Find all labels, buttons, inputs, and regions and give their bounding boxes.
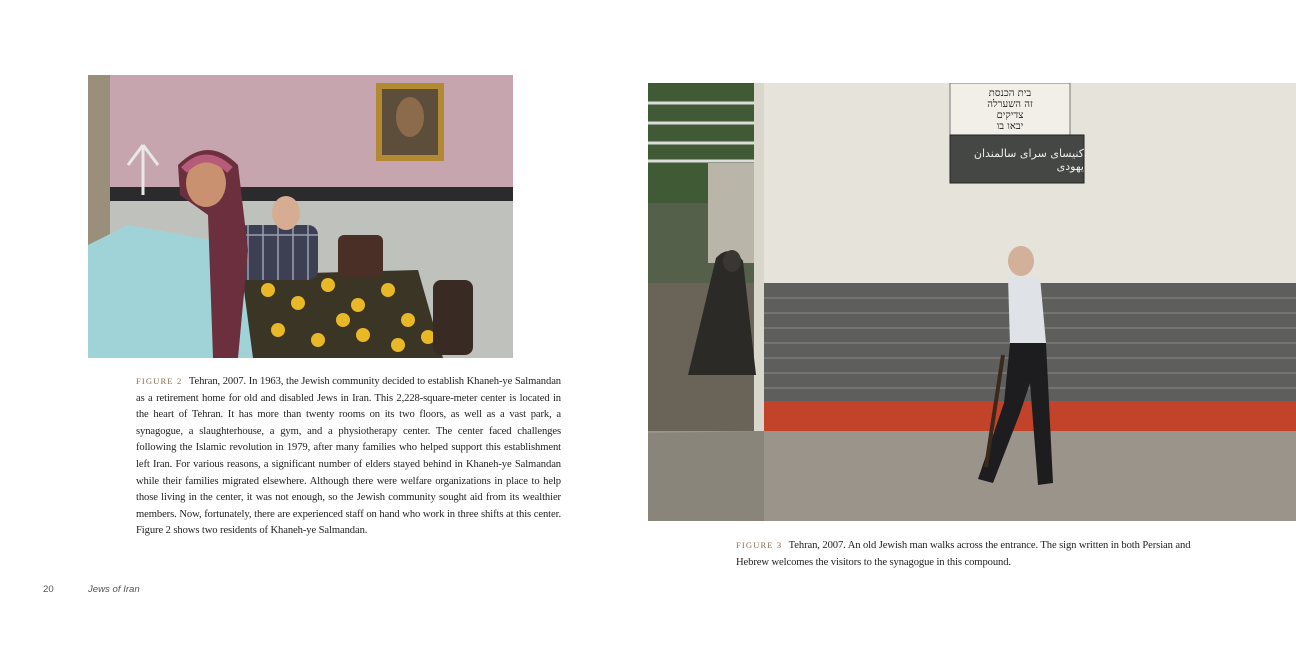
running-head: Jews of Iran (88, 584, 140, 595)
persian-sign-text: کنیسای سرای سالمندان یهودی (973, 147, 1084, 173)
figure-3-label: FIGURE 3 (736, 540, 783, 550)
hebrew-sign-line-4: יבאו בו (996, 121, 1024, 132)
hebrew-sign (950, 84, 1070, 136)
hebrew-sign-line-2: זה השערלה (987, 99, 1033, 110)
figure-3-caption (736, 537, 1206, 571)
figure-2-photo (88, 75, 513, 358)
page-number: 20 (43, 584, 54, 595)
figure-2-caption (136, 373, 561, 540)
figure-2-caption-text: Tehran, 2007. In 1963, the Jewish community decided to establish Khaneh-ye Salmandan as a retirement home for old and disabled Jews in Iran. This 2,228-square-meter center is located in the heart of Tehran. It has more than twenty rooms on its two floors, as well as a vast park, a synagogue, a slaughterhouse, a gym, and a physiotherapy center. The center faced challenges following the Islamic revolution in 1979, after many families who helped support this establishment left Iran. For various reasons, a significant number of elders stayed behind in Khaneh-ye Salmandan while their families migrated elsewhere. Although there were welfare organizations in place to help those living in the center, it was not enough, so the Jewish community sought aid from its wealthier members. Now, fortunately, there are experienced staff on hand who work in three shifts at this center. Figure 2 shows two residents of Khaneh-ye Salmandan. (136, 376, 562, 537)
figure-3-caption-text: Tehran, 2007. An old Jewish man walks across the entrance. The sign written in both Persian and Hebrew welcomes the visitors to the synagogue in this compound. (736, 540, 1191, 568)
hebrew-sign-line-3: צדיקים (996, 110, 1024, 121)
persian-sign (950, 136, 1084, 184)
figure-2-label: FIGURE 2 (136, 376, 183, 386)
hebrew-sign-line-1: בית הכנסת (988, 88, 1032, 99)
